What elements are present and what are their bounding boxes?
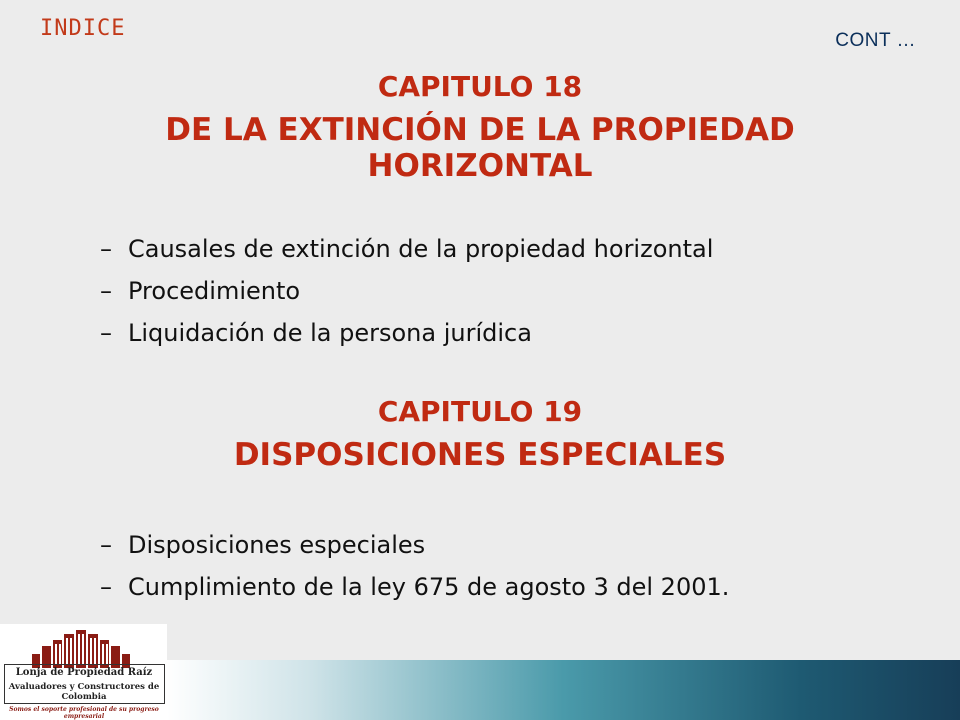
list-item-text: Liquidación de la persona jurídica <box>128 319 532 347</box>
list-item-text: Cumplimiento de la ley 675 de agosto 3 del 2001. <box>128 573 730 601</box>
dash-marker: – <box>100 319 112 347</box>
continuation-label: CONT … <box>835 30 916 51</box>
dash-marker: – <box>100 235 112 263</box>
chapter-18-list <box>100 228 713 354</box>
list-item-text: Disposiciones especiales <box>128 531 426 559</box>
dash-marker: – <box>100 573 112 601</box>
dash-marker: – <box>100 531 112 559</box>
buildings-icon <box>30 628 140 668</box>
list-item <box>100 270 713 312</box>
list-item-text: Causales de extinción de la propiedad horizontal <box>128 235 714 263</box>
chapter-19-title: DISPOSICIONES ESPECIALES <box>233 437 727 473</box>
index-link[interactable]: INDICE <box>40 16 126 41</box>
logo-tagline: Somos el soporte profesional de su progreso empresarial <box>9 706 159 720</box>
chapter-18-title <box>0 112 960 184</box>
chapter-19-list <box>100 524 729 608</box>
list-item <box>100 228 713 270</box>
logo-line-1: Lonja de Propiedad Raíz <box>15 667 153 678</box>
list-item <box>100 312 713 354</box>
list-item <box>100 566 729 608</box>
logo-line-2: Avaluadores y Constructores de Colombia <box>8 682 160 702</box>
chapter-18-number: CAPITULO 18 <box>377 70 583 103</box>
chapter-19-number: CAPITULO 19 <box>377 395 583 428</box>
chapter-18-title-line2: HORIZONTAL <box>367 148 593 184</box>
chapter-18-title-line1: DE LA EXTINCIÓN DE LA PROPIEDAD <box>165 112 795 148</box>
dash-marker: – <box>100 277 112 305</box>
list-item <box>100 524 729 566</box>
list-item-text: Procedimiento <box>128 277 301 305</box>
footer-gradient-bar <box>167 660 960 720</box>
